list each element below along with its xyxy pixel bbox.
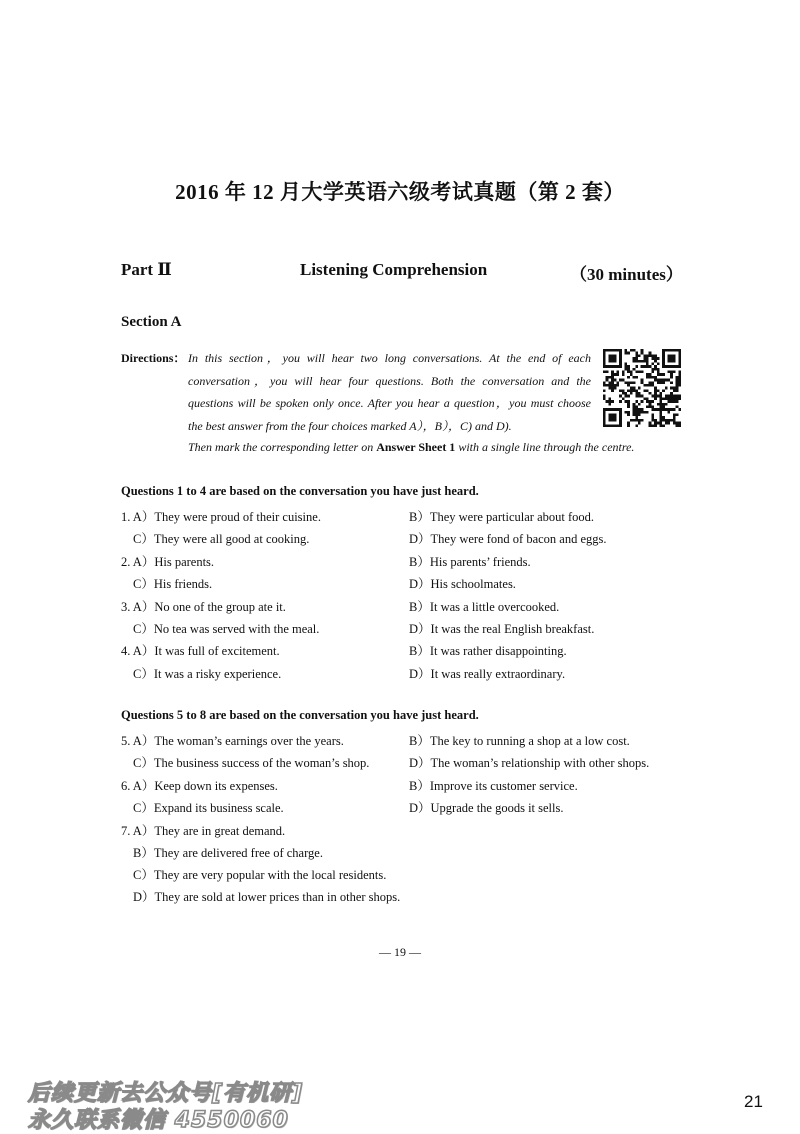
q7-option-b: B）They are delivered free of charge. (133, 846, 323, 860)
q5-option-b: B）The key to running a shop at a low cost. (409, 734, 630, 748)
q2-option-d: D）His schoolmates. (409, 577, 516, 591)
questions-5-8-heading: Questions 5 to 8 are based on the conversation you have just heard. (121, 708, 479, 722)
q6-option-b: B）Improve its customer service. (409, 779, 578, 793)
directions-text: In this section，you will hear two long conversations. At the end of each conversation，you will hear four questions. Both the conversation and the questions will be spoken only once. After you hear a question，you must choose the best answer from the four choices marked A），B），C) and D). (188, 351, 591, 433)
q4-option-a: 4. A）It was full of excitement. (121, 644, 280, 658)
directions (121, 347, 591, 437)
q6-option-a: 6. A）Keep down its expenses. (121, 779, 278, 793)
watermark-line-1: 后续更新去公众号[有机研] (28, 1081, 304, 1106)
watermark-line-2: 永久联系微信 4550060 (28, 1108, 289, 1133)
q3-option-d: D）It was the real English breakfast. (409, 622, 595, 636)
q7-option-c: C）They are very popular with the local residents. (133, 868, 387, 882)
q3-option-a: 3. A）No one of the group ate it. (121, 600, 286, 614)
part-label: Part Ⅱ (121, 260, 172, 279)
page-number: — 19 — (379, 945, 421, 959)
q4-option-b: B）It was rather disappointing. (409, 644, 567, 658)
q5-option-a: 5. A）The woman’s earnings over the years. (121, 734, 344, 748)
page-title: 2016 年 12 月大学英语六级考试真题（第 2 套） (175, 180, 625, 204)
q6-option-d: D）Upgrade the goods it sells. (409, 801, 564, 815)
q4-option-c: C）It was a risky experience. (133, 667, 282, 681)
q4-option-d: D）It was really extraordinary. (409, 667, 566, 681)
q5-option-d: D）The woman’s relationship with other shops. (409, 756, 650, 770)
q3-option-c: C）No tea was served with the meal. (133, 622, 320, 636)
q1-option-c: C）They were all good at cooking. (133, 532, 310, 546)
q2-option-c: C）His friends. (133, 577, 213, 591)
q2-option-a: 2. A）His parents. (121, 555, 215, 569)
q2-option-b: B）His parents’ friends. (409, 555, 531, 569)
q7-option-a: 7. A）They are in great demand. (121, 824, 286, 838)
q3-option-b: B）It was a little overcooked. (409, 600, 560, 614)
q1-option-b: B）They were particular about food. (409, 510, 595, 524)
qr-code-icon[interactable] (603, 349, 681, 427)
q5-option-c: C）The business success of the woman’s shop. (133, 756, 370, 770)
q6-option-c: C）Expand its business scale. (133, 801, 284, 815)
directions-last-line: Then mark the corresponding letter on Answer Sheet 1 with a single line through the centre. (188, 440, 635, 454)
part-time: （30 minutes） (570, 265, 683, 284)
corner-page-number: 21 (744, 1092, 763, 1111)
answer-sheet-label: Answer Sheet 1 (376, 440, 456, 454)
directions-label: Directions： (121, 351, 186, 365)
q1-option-d: D）They were fond of bacon and eggs. (409, 532, 607, 546)
q1-option-a: 1. A）They were proud of their cuisine. (121, 510, 321, 524)
questions-1-4-heading: Questions 1 to 4 are based on the conversation you have just heard. (121, 484, 479, 498)
section-heading: Section A (121, 314, 182, 330)
part-name: Listening Comprehension (300, 260, 488, 279)
q7-option-d: D）They are sold at lower prices than in other shops. (133, 890, 401, 904)
